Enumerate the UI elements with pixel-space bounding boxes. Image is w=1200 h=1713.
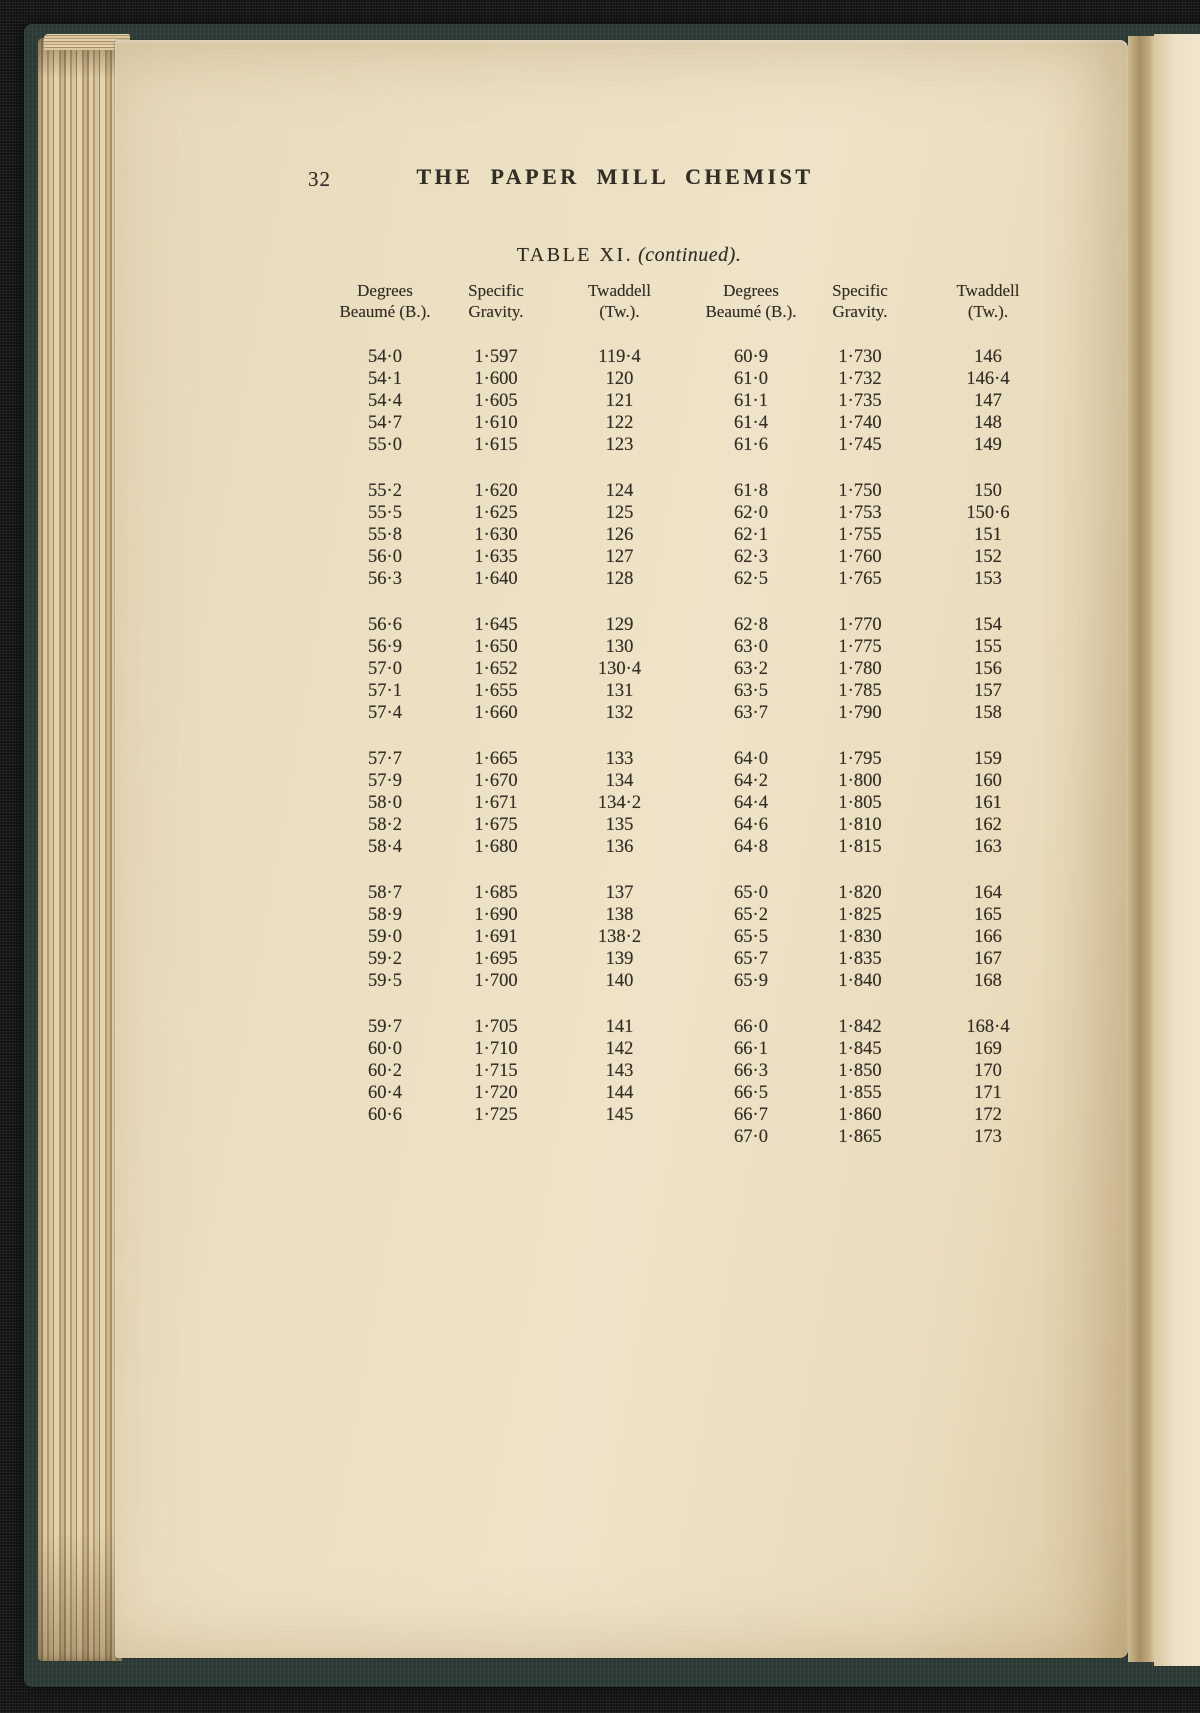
table-row-block (330, 614, 687, 724)
value-cell: 1·770 (838, 615, 882, 635)
value-cell: 1·690 (474, 905, 518, 925)
value-cell: 58·4 (368, 837, 402, 857)
value-cell: 126 (605, 525, 634, 545)
value-cell: 62·1 (734, 525, 768, 545)
value-cell: 130·4 (597, 659, 642, 679)
value-cell: 152 (974, 547, 1002, 567)
value-cell: 1·720 (474, 1083, 518, 1103)
book-gutter-shadow (1128, 36, 1154, 1662)
value-cell: 62·8 (734, 615, 768, 635)
value-cell: 148 (974, 413, 1002, 433)
value-cell: 135 (605, 815, 634, 835)
table-row-block (695, 480, 1063, 590)
value-cell: 1·605 (474, 391, 518, 411)
value-cell: 1·835 (838, 949, 882, 969)
value-cell: 57·1 (368, 681, 402, 701)
value-cell: 145 (605, 1105, 634, 1125)
column-header: Degrees Beaumé (B.). (339, 281, 431, 321)
value-cell: 119·4 (598, 347, 641, 367)
value-cell: 123 (605, 435, 634, 455)
value-cell: 1·710 (474, 1039, 518, 1059)
value-cell: 1·635 (474, 547, 518, 567)
table-row-block (695, 1016, 1063, 1148)
value-cell: 1·753 (838, 503, 882, 523)
value-cell: 58·7 (368, 883, 402, 903)
table-caption (517, 244, 742, 267)
value-cell: 167 (974, 949, 1002, 969)
value-cell: 1·695 (474, 949, 518, 969)
value-cell: 1·805 (838, 793, 882, 813)
value-cell: 168·4 (966, 1017, 1010, 1037)
value-cell: 134 (605, 771, 634, 791)
value-cell: 151 (974, 525, 1002, 545)
value-cell: 1·685 (474, 883, 518, 903)
value-cell: 65·0 (734, 883, 768, 903)
value-cell: 64·4 (734, 793, 768, 813)
conversion-table (330, 280, 1063, 1148)
running-title: THE PAPER MILL CHEMIST (416, 164, 814, 189)
value-cell: 170 (974, 1061, 1002, 1081)
page-number: 32 (308, 167, 331, 191)
table-header-row (695, 280, 1063, 322)
value-cell: 127 (605, 547, 634, 567)
column-header: Degrees Beaumé (B.). (705, 281, 797, 321)
value-cell: 140 (605, 971, 634, 991)
value-cell: 128 (605, 569, 634, 589)
value-cell: 147 (974, 391, 1002, 411)
value-cell: 131 (605, 681, 634, 701)
value-cell: 66·5 (734, 1083, 768, 1103)
value-cell: 138 (605, 905, 634, 925)
value-cell: 122 (605, 413, 634, 433)
value-cell: 58·0 (368, 793, 402, 813)
table-row-block (695, 346, 1063, 456)
value-cell: 1·745 (838, 435, 882, 455)
column-header: Specific Gravity. (832, 281, 888, 321)
value-cell: 133 (605, 749, 634, 769)
value-cell: 1·760 (838, 547, 882, 567)
column-header: Specific Gravity. (468, 281, 524, 321)
value-cell: 137 (605, 883, 634, 903)
value-cell: 59·7 (368, 1017, 402, 1037)
value-cell: 136 (605, 837, 634, 857)
table-row-block (695, 882, 1063, 992)
value-cell: 61·4 (734, 413, 768, 433)
value-cell: 172 (974, 1105, 1002, 1125)
value-cell: 132 (605, 703, 634, 723)
value-cell: 125 (605, 503, 634, 523)
table-caption-main: TABLE XI. (516, 244, 634, 266)
value-cell: 1·795 (838, 749, 882, 769)
value-cell: 1·730 (838, 347, 882, 367)
value-cell: 55·5 (368, 503, 402, 523)
value-cell: 60·9 (734, 347, 768, 367)
value-cell: 1·750 (838, 481, 882, 501)
value-cell: 130 (605, 637, 634, 657)
value-cell: 171 (974, 1083, 1002, 1103)
value-cell: 58·9 (368, 905, 402, 925)
value-cell: 57·4 (368, 703, 402, 723)
value-cell: 1·597 (474, 347, 518, 367)
value-cell: 58·2 (368, 815, 402, 835)
value-cell: 1·625 (474, 503, 518, 523)
table-row-block (695, 748, 1063, 858)
value-cell: 62·5 (734, 569, 768, 589)
value-cell: 149 (974, 435, 1002, 455)
value-cell: 1·652 (474, 659, 518, 679)
value-cell: 55·2 (368, 481, 402, 501)
value-cell: 66·3 (734, 1061, 768, 1081)
value-cell: 1·630 (474, 525, 518, 545)
value-cell: 1·830 (838, 927, 882, 947)
value-cell: 55·8 (368, 525, 402, 545)
value-cell: 144 (605, 1083, 634, 1103)
table-row-block (695, 614, 1063, 724)
value-cell: 61·6 (734, 435, 768, 455)
value-cell: 1·845 (838, 1039, 882, 1059)
facing-page-sliver (1154, 34, 1200, 1666)
value-cell: 155 (974, 637, 1002, 657)
value-cell: 162 (974, 815, 1002, 835)
value-cell: 158 (974, 703, 1002, 723)
value-cell: 59·5 (368, 971, 402, 991)
value-cell: 59·0 (368, 927, 402, 947)
value-cell: 1·850 (838, 1061, 882, 1081)
value-cell: 154 (974, 615, 1002, 635)
value-cell: 63·7 (734, 703, 768, 723)
value-cell: 129 (605, 615, 634, 635)
value-cell: 57·0 (368, 659, 402, 679)
value-cell: 61·1 (734, 391, 768, 411)
value-cell: 64·6 (734, 815, 768, 835)
value-cell: 59·2 (368, 949, 402, 969)
value-cell: 63·5 (734, 681, 768, 701)
value-cell: 57·7 (368, 749, 402, 769)
value-cell: 56·6 (368, 615, 402, 635)
value-cell: 60·6 (368, 1105, 402, 1125)
value-cell: 1·780 (838, 659, 882, 679)
table-row-block (330, 346, 687, 456)
value-cell: 150·6 (966, 503, 1010, 523)
table-right-columns (695, 280, 1063, 1148)
column-header: Twaddell (Tw.). (956, 281, 1020, 321)
value-cell: 1·671 (474, 793, 518, 813)
value-cell: 60·4 (368, 1083, 402, 1103)
value-cell: 66·1 (734, 1039, 768, 1059)
value-cell: 134·2 (597, 793, 642, 813)
value-cell: 173 (974, 1127, 1002, 1147)
value-cell: 60·0 (368, 1039, 402, 1059)
value-cell: 169 (974, 1039, 1002, 1059)
value-cell: 1·735 (838, 391, 882, 411)
value-cell: 1·610 (474, 413, 518, 433)
value-cell: 1·705 (474, 1017, 518, 1037)
value-cell: 121 (605, 391, 634, 411)
value-cell: 1·740 (838, 413, 882, 433)
value-cell: 65·9 (734, 971, 768, 991)
table-caption-continued: (continued). (638, 244, 742, 266)
value-cell: 64·8 (734, 837, 768, 857)
value-cell: 166 (974, 927, 1002, 947)
value-cell: 163 (974, 837, 1002, 857)
value-cell: 165 (974, 905, 1002, 925)
value-cell: 1·815 (838, 837, 882, 857)
value-cell: 156 (974, 659, 1002, 679)
value-cell: 57·9 (368, 771, 402, 791)
value-cell: 1·715 (474, 1061, 518, 1081)
table-header-row (330, 280, 687, 322)
value-cell: 61·8 (734, 481, 768, 501)
value-cell: 54·0 (368, 347, 402, 367)
value-cell: 60·2 (368, 1061, 402, 1081)
value-cell: 1·785 (838, 681, 882, 701)
table-left-columns (330, 280, 687, 1148)
value-cell: 1·800 (838, 771, 882, 791)
value-cell: 1·810 (838, 815, 882, 835)
value-cell: 1·650 (474, 637, 518, 657)
value-cell: 54·4 (368, 391, 402, 411)
value-cell: 1·842 (838, 1017, 882, 1037)
value-cell: 1·665 (474, 749, 518, 769)
value-cell: 124 (605, 481, 634, 501)
table-row-block (330, 882, 687, 992)
value-cell: 1·620 (474, 481, 518, 501)
page-edge-stack (38, 38, 122, 1661)
table-row-block (330, 480, 687, 590)
value-cell: 161 (974, 793, 1002, 813)
value-cell: 1·775 (838, 637, 882, 657)
value-cell: 67·0 (734, 1127, 768, 1147)
table-row-block (330, 748, 687, 858)
value-cell: 139 (605, 949, 634, 969)
value-cell: 1·700 (474, 971, 518, 991)
value-cell: 1·755 (838, 525, 882, 545)
table-row-block (330, 1016, 687, 1126)
value-cell: 55·0 (368, 435, 402, 455)
value-cell: 61·0 (734, 369, 768, 389)
value-cell: 146·4 (966, 369, 1010, 389)
value-cell: 65·7 (734, 949, 768, 969)
value-cell: 1·765 (838, 569, 882, 589)
value-cell: 1·675 (474, 815, 518, 835)
value-cell: 1·615 (474, 435, 518, 455)
value-cell: 1·680 (474, 837, 518, 857)
value-cell: 62·0 (734, 503, 768, 523)
value-cell: 1·840 (838, 971, 882, 991)
value-cell: 157 (974, 681, 1002, 701)
value-cell: 62·3 (734, 547, 768, 567)
value-cell: 64·0 (734, 749, 768, 769)
value-cell: 1·820 (838, 883, 882, 903)
value-cell: 153 (974, 569, 1002, 589)
column-header: Twaddell (Tw.). (587, 281, 651, 321)
value-cell: 63·2 (734, 659, 768, 679)
value-cell: 1·790 (838, 703, 882, 723)
value-cell: 138·2 (597, 927, 642, 947)
value-cell: 143 (605, 1061, 634, 1081)
value-cell: 54·7 (368, 413, 402, 433)
value-cell: 141 (605, 1017, 634, 1037)
value-cell: 1·865 (838, 1127, 882, 1147)
value-cell: 64·2 (734, 771, 768, 791)
value-cell: 168 (974, 971, 1002, 991)
value-cell: 1·645 (474, 615, 518, 635)
value-cell: 1·855 (838, 1083, 882, 1103)
value-cell: 56·0 (368, 547, 402, 567)
value-cell: 1·691 (474, 927, 518, 947)
value-cell: 54·1 (368, 369, 402, 389)
value-cell: 150 (974, 481, 1002, 501)
value-cell: 1·860 (838, 1105, 882, 1125)
value-cell: 1·655 (474, 681, 518, 701)
value-cell: 142 (605, 1039, 634, 1059)
value-cell: 66·7 (734, 1105, 768, 1125)
value-cell: 1·660 (474, 703, 518, 723)
value-cell: 1·732 (838, 369, 882, 389)
value-cell: 146 (974, 347, 1002, 367)
value-cell: 160 (974, 771, 1002, 791)
value-cell: 1·725 (474, 1105, 518, 1125)
value-cell: 65·5 (734, 927, 768, 947)
value-cell: 1·640 (474, 569, 518, 589)
value-cell: 1·825 (838, 905, 882, 925)
value-cell: 164 (974, 883, 1002, 903)
value-cell: 56·3 (368, 569, 402, 589)
value-cell: 56·9 (368, 637, 402, 657)
value-cell: 66·0 (734, 1017, 768, 1037)
value-cell: 63·0 (734, 637, 768, 657)
value-cell: 1·670 (474, 771, 518, 791)
value-cell: 65·2 (734, 905, 768, 925)
scanned-page (115, 40, 1128, 1658)
value-cell: 159 (974, 749, 1002, 769)
value-cell: 120 (605, 369, 634, 389)
value-cell: 1·600 (474, 369, 518, 389)
